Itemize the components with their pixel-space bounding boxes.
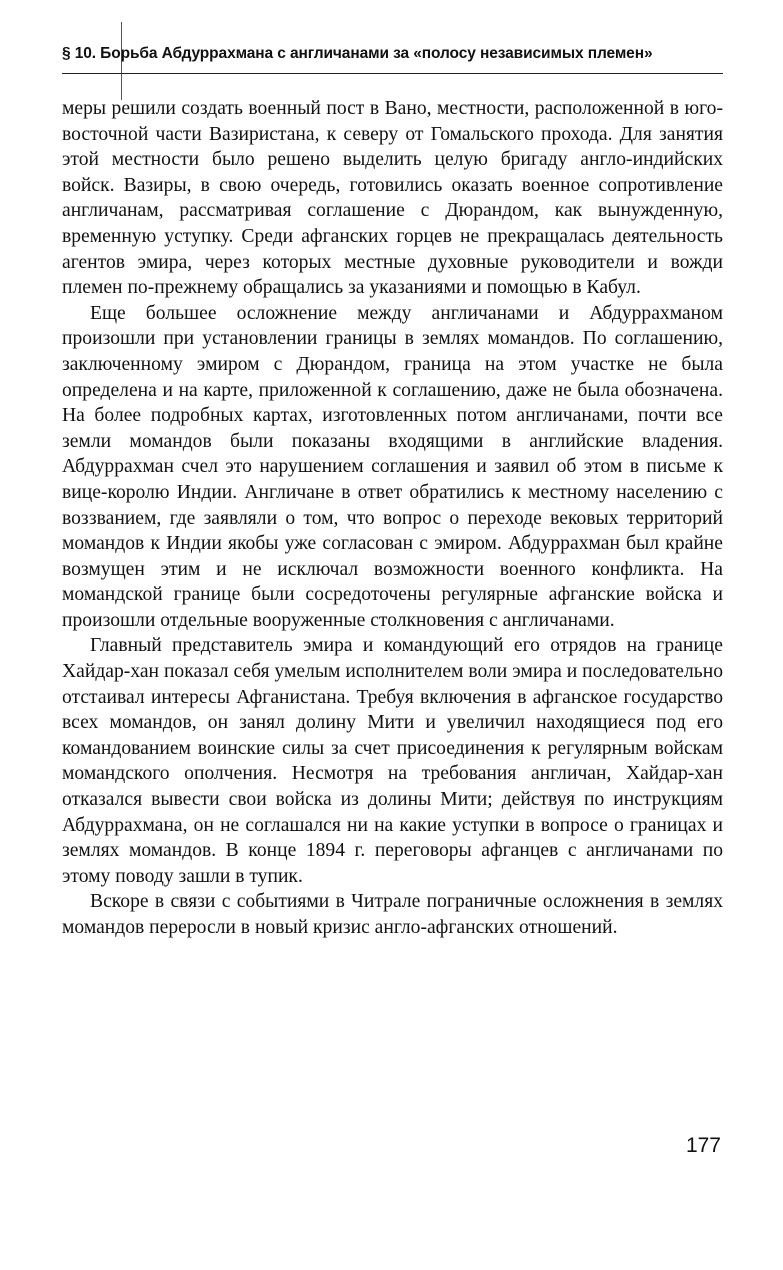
- paragraph-4: Вскоре в связи с событиями в Читрале пограничные осложнения в землях момандов переросли в новый кризис англо-афганских отношений.: [62, 891, 723, 938]
- running-header: § 10. Борьба Абдуррахмана с англичанами за «полосу независимых племен»: [62, 45, 653, 62]
- paragraph-2: Еще большее осложнение между англичанами и Абдуррахманом произошли при установлении границы в землях момандов. По соглашению, заключенному эмиром с Дюрандом, граница на этом участке не была определена и на карте, приложенной к соглашению, даже не была обозначена. На более подробных картах, изготовленных потом англичанами, почти все земли момандов были показаны входящими в английские владения. Абдуррахман счел это нарушением соглашения и заявил об этом в письме к вице-королю Индии. Англичане в ответ обратились к местному населению с воззванием, где заявляли о том, что вопрос о переходе вековых территорий момандов к Индии якобы уже согласован с эмиром. Абдуррахман был крайне возмущен этим и не исключал возможности военного конфликта. На момандской границе были сосредоточены регулярные афганские войска и произошли отдельные вооруженные столкновения с англичанами.: [62, 302, 723, 631]
- header-divider: [62, 73, 723, 74]
- paragraph-3: Главный представитель эмира и командующий его отрядов на границе Хайдар-хан показал себя умелым исполнителем воли эмира и последовательно отстаивал интересы Афганистана. Требуя включения в афганское государство всех момандов, он занял долину Мити и увеличил находящиеся под его командованием воинские силы за счет присоединения к регулярным войскам момандского ополчения. Несмотря на требования англичан, Хайдар-хан отказался вывести свои войска из долины Мити; действуя по инструкциям Абдуррахмана, он не соглашался ни на какие уступки в вопросе о границах и землях момандов. В конце 1894 г. переговоры афганцев с англичанами по этому поводу зашли в тупик.: [62, 635, 723, 887]
- page-body: [62, 96, 723, 941]
- page-number: 177: [685, 1134, 721, 1157]
- paragraph-1: меры решили создать военный пост в Вано, местности, расположенной в юго-восточной части Вазиристана, к северу от Гомальского прохода. Для занятия этой местности было решено выделить целую бригаду англо-индийских войск. Вазиры, в свою очередь, готовились оказать военное сопротивление англичанам, рассматривая соглашение с Дюрандом, как вынужденную, временную уступку. Среди афганских горцев не прекращалась деятельность агентов эмира, через которых местные духовные руководители и вожди племен по-прежнему обращались за указаниями и помощью в Кабул.: [62, 98, 723, 299]
